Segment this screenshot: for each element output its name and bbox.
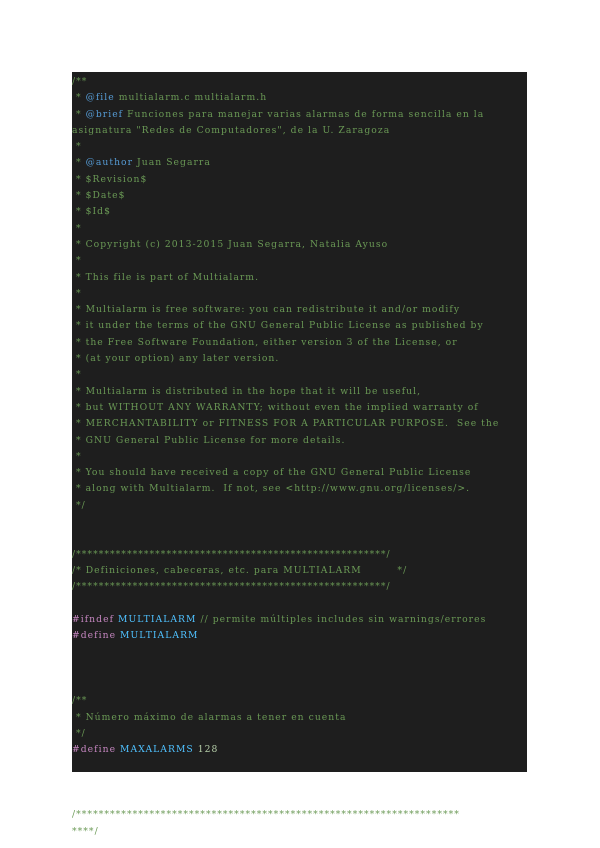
code-line-27: */ bbox=[72, 499, 86, 511]
code-panel bbox=[72, 72, 527, 837]
doc-tag: @brief bbox=[85, 108, 124, 120]
code-line-5: * bbox=[72, 141, 82, 153]
code-line-define-multialarm bbox=[72, 628, 527, 644]
code-line-24: * bbox=[72, 450, 82, 462]
code-line-47: ****/ bbox=[72, 825, 99, 837]
code-line-9: * $Id$ bbox=[72, 206, 111, 218]
code-line-29 bbox=[72, 530, 527, 546]
code-line-16: * it under the terms of the GNU General Public License as published by bbox=[72, 320, 484, 332]
code-line-21: * but WITHOUT ANY WARRANTY; without even the implied warranty of bbox=[72, 401, 479, 413]
code-line-8: * $Date$ bbox=[72, 190, 126, 202]
code-line-ifndef bbox=[72, 612, 527, 628]
code-line-41: */ bbox=[72, 727, 86, 739]
define-name: MULTIALARM bbox=[120, 630, 199, 642]
code-line-38 bbox=[72, 677, 527, 693]
code-line-26: * along with Multialarm. If not, see <http://www.gnu.org/licenses/>. bbox=[72, 483, 471, 495]
code-line-30: /*******************************************************/ bbox=[72, 548, 391, 560]
define-keyword: #define bbox=[72, 630, 117, 642]
code-line-10: * bbox=[72, 222, 82, 234]
code-line-3: * @brief Funciones para manejar varias alarmas de forma sencilla en la bbox=[72, 108, 485, 120]
doc-tag: @author bbox=[85, 157, 134, 169]
define-value: 128 bbox=[197, 744, 219, 756]
code-line-44 bbox=[72, 775, 527, 791]
code-line-7: * $Revision$ bbox=[72, 173, 148, 185]
code-line-33 bbox=[72, 596, 527, 612]
code-line-22: * MERCHANTABILITY or FITNESS FOR A PARTICULAR PURPOSE. See the bbox=[72, 418, 500, 430]
code-line-19: * bbox=[72, 369, 82, 381]
code-line-46: /******************************************************************** bbox=[72, 809, 460, 821]
code-line-4: asignatura "Redes de Computadores", de la U. Zaragoza bbox=[72, 124, 391, 136]
code-line-37 bbox=[72, 661, 527, 677]
code-line-define-maxalarms bbox=[72, 742, 527, 758]
code-line-23: * GNU General Public License for more details. bbox=[72, 434, 346, 446]
code-line-12: * bbox=[72, 255, 82, 267]
code-line-45 bbox=[72, 791, 527, 807]
ifndef-name: MULTIALARM bbox=[118, 613, 197, 625]
code-line-31: /* Definiciones, cabeceras, etc. para MULTIALARM */ bbox=[72, 564, 408, 576]
code-line-18: * (at your option) any later version. bbox=[72, 353, 280, 365]
code-line-36 bbox=[72, 644, 527, 660]
code-line-20: * Multialarm is distributed in the hope that it will be useful, bbox=[72, 385, 422, 397]
code-line-15: * Multialarm is free software: you can redistribute it and/or modify bbox=[72, 304, 461, 316]
code-line-32: /*******************************************************/ bbox=[72, 581, 391, 593]
code-line-25: * You should have received a copy of the GNU General Public License bbox=[72, 467, 472, 479]
code-line-13: * This file is part of Multialarm. bbox=[72, 271, 260, 283]
define-keyword: #define bbox=[72, 744, 117, 756]
ifndef-keyword: #ifndef bbox=[72, 613, 115, 625]
code-line-2: * @file multialarm.c multialarm.h bbox=[72, 92, 268, 104]
code-line-17: * the Free Software Foundation, either version 3 of the License, or bbox=[72, 336, 458, 348]
code-line-6: * @author Juan Segarra bbox=[72, 157, 211, 169]
code-line-14: * bbox=[72, 287, 82, 299]
code-line-40: * Número máximo de alarmas a tener en cuenta bbox=[72, 711, 347, 723]
code-line-11: * Copyright (c) 2013-2015 Juan Segarra, Natalia Ayuso bbox=[72, 238, 389, 250]
define-name: MAXALARMS bbox=[120, 744, 194, 756]
code-line-39: /** bbox=[72, 695, 88, 707]
code-line-43 bbox=[72, 758, 527, 774]
doc-tag: @file bbox=[85, 92, 115, 104]
code-line-28 bbox=[72, 514, 527, 530]
code-line-1: /** bbox=[72, 76, 88, 87]
ifndef-comment: // permite múltiples includes sin warnings/errores bbox=[200, 613, 487, 625]
